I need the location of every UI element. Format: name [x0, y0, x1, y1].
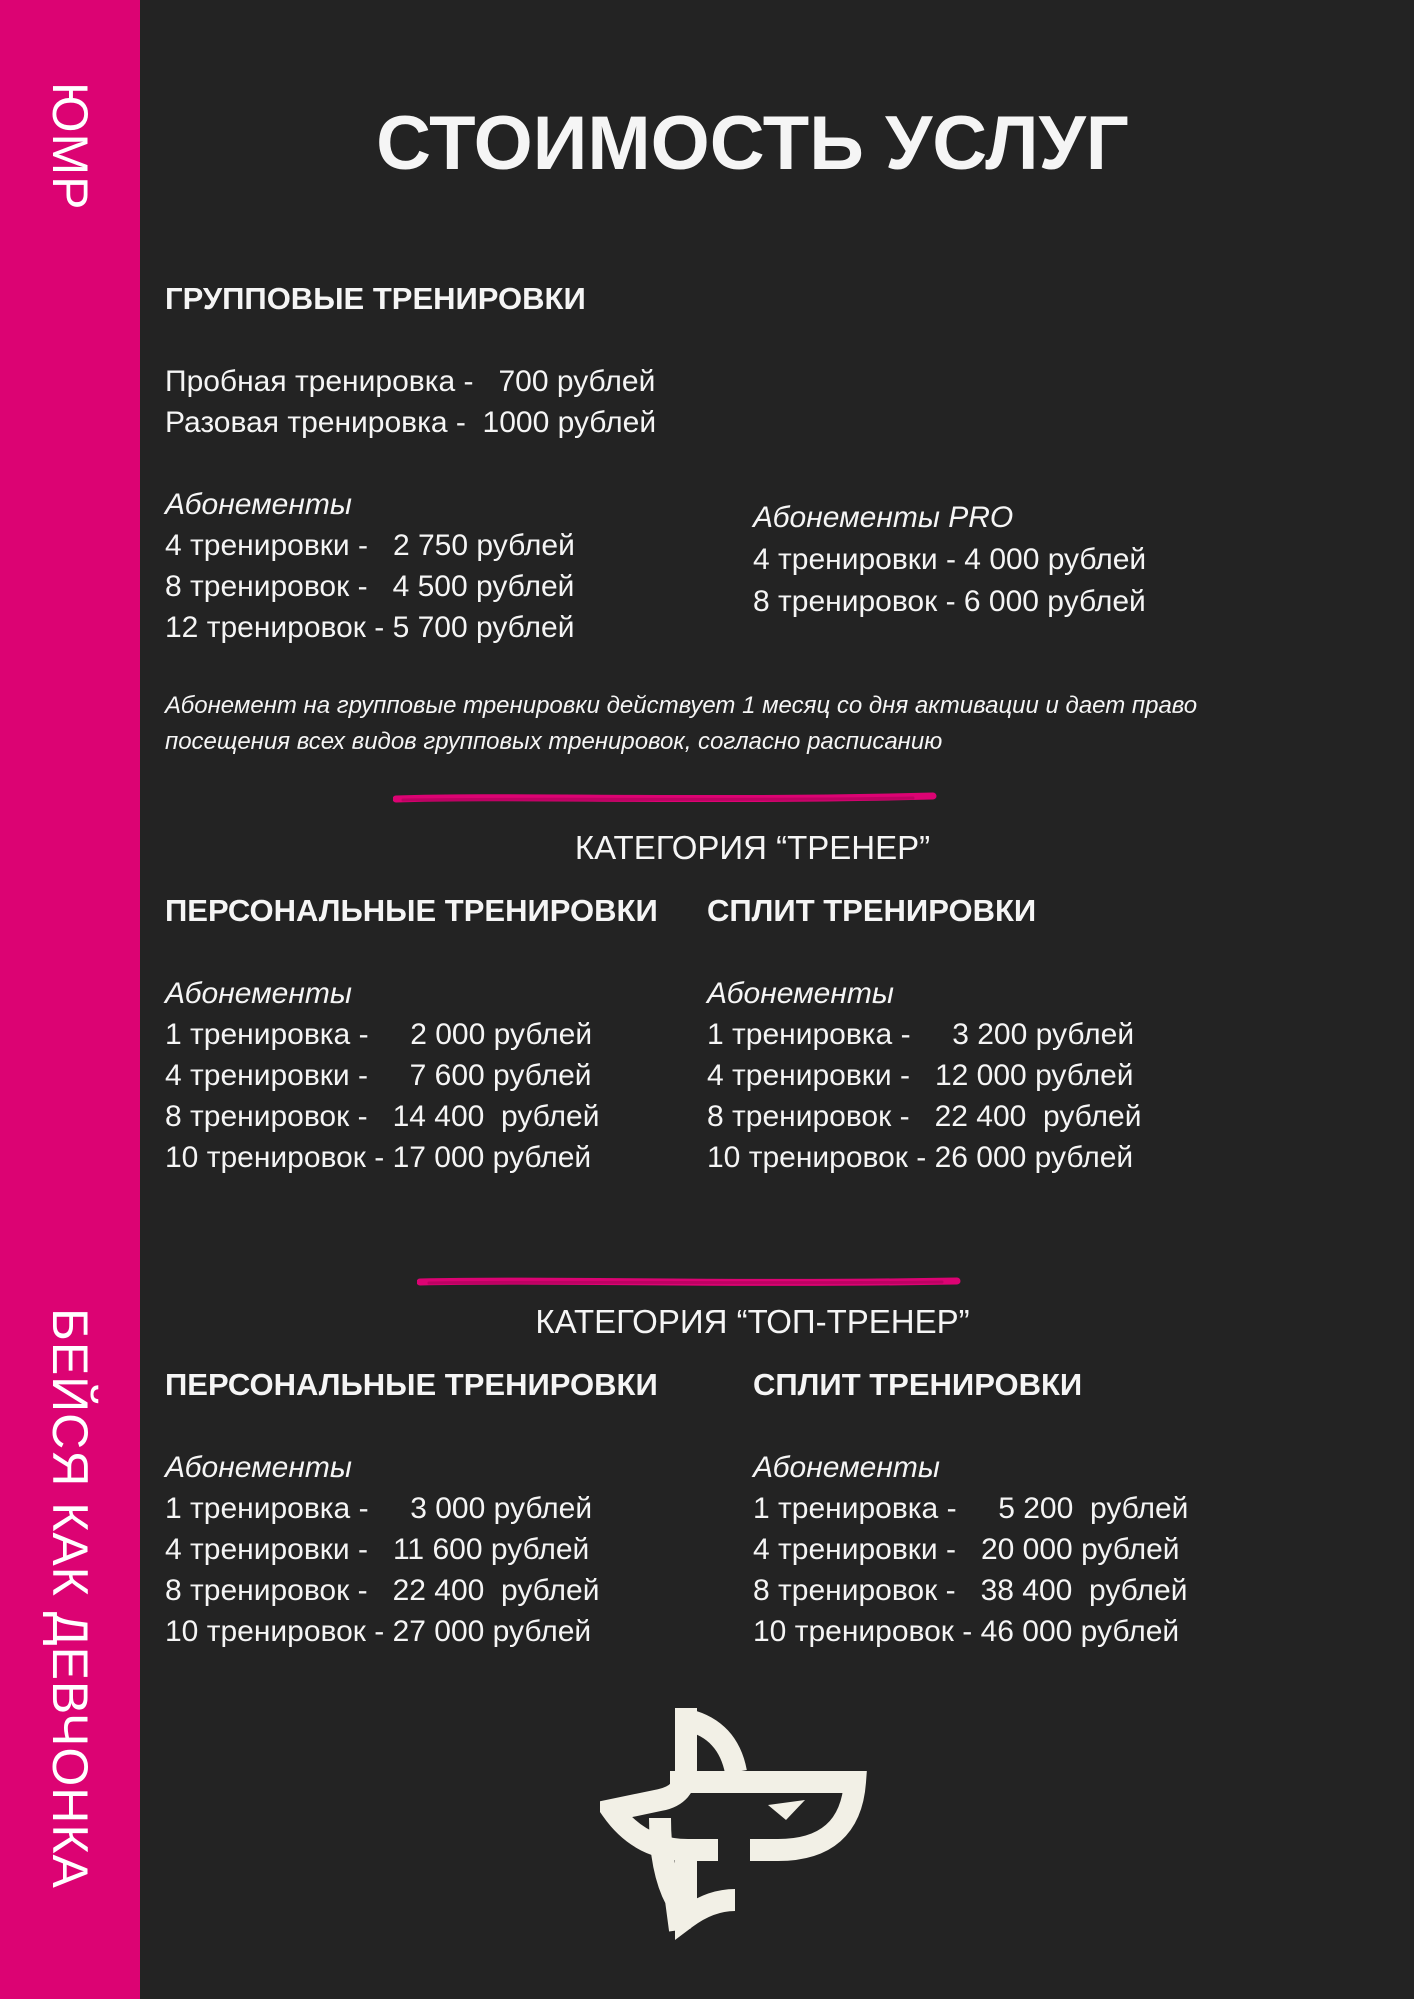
- split-price: 10 тренировок - 46 000 рублей: [753, 1615, 1180, 1648]
- personal-price: 10 тренировок - 27 000 рублей: [165, 1615, 592, 1648]
- pro-sub-price: 8 тренировок - 6 000 рублей: [753, 585, 1146, 618]
- sidebar-slogan: БЕЙСЯ КАК ДЕВЧОНКА: [42, 1308, 98, 1889]
- personal-price: 10 тренировок - 17 000 рублей: [165, 1141, 592, 1174]
- personal-price: 4 тренировки - 11 600 рублей: [165, 1533, 590, 1566]
- subscriptions-label: Абонементы: [165, 977, 352, 1010]
- brush-divider: [417, 1274, 962, 1290]
- split-price: 1 тренировка - 3 200 рублей: [707, 1018, 1135, 1051]
- subscriptions-label: Абонементы: [707, 977, 894, 1010]
- split-price: 8 тренировок - 38 400 рублей: [753, 1574, 1188, 1607]
- subscriptions-label: Абонементы: [753, 1451, 940, 1484]
- group-subscription-note: Абонемент на групповые тренировки действует 1 месяц со дня активации и дает право посещения всех видов групповых тренировок, согласно расписанию: [165, 692, 1198, 755]
- price-list: [165, 0, 1390, 1999]
- stylized-fish-logo-icon: [600, 1700, 870, 1945]
- personal-trainings-heading: ПЕРСОНАЛЬНЫЕ ТРЕНИРОВКИ: [165, 1367, 658, 1402]
- personal-price: 4 тренировки - 7 600 рублей: [165, 1059, 592, 1092]
- category-trainer-title: КАТЕГОРИЯ “ТРЕНЕР”: [574, 829, 931, 866]
- split-trainings-heading: СПЛИТ ТРЕНИРОВКИ: [753, 1367, 1083, 1402]
- page-title: СТОИМОСТЬ УСЛУГ: [376, 101, 1129, 186]
- personal-price: 8 тренировок - 22 400 рублей: [165, 1574, 600, 1607]
- group-trainings-heading: ГРУППОВЫЕ ТРЕНИРОВКИ: [165, 281, 586, 316]
- split-trainings-heading: СПЛИТ ТРЕНИРОВКИ: [707, 893, 1037, 928]
- pro-sub-price: 4 тренировки - 4 000 рублей: [753, 543, 1147, 576]
- single-training-price: Разовая тренировка - 1000 рублей: [165, 406, 657, 439]
- subscriptions-label: Абонементы: [165, 1451, 352, 1484]
- group-sub-price: 12 тренировок - 5 700 рублей: [165, 611, 575, 644]
- personal-trainings-heading: ПЕРСОНАЛЬНЫЕ ТРЕНИРОВКИ: [165, 893, 658, 928]
- personal-price: 1 тренировка - 3 000 рублей: [165, 1492, 593, 1525]
- sidebar: [0, 0, 140, 1999]
- pro-subscriptions-label: Абонементы PRO: [753, 501, 1014, 534]
- category-top-trainer-title: КАТЕГОРИЯ “ТОП-ТРЕНЕР”: [535, 1303, 970, 1340]
- subscriptions-label: Абонементы: [165, 488, 352, 521]
- split-price: 4 тренировки - 12 000 рублей: [707, 1059, 1134, 1092]
- sidebar-brand-label: ЮМР: [42, 82, 98, 211]
- group-sub-price: 4 тренировки - 2 750 рублей: [165, 529, 575, 562]
- personal-price: 8 тренировок - 14 400 рублей: [165, 1100, 600, 1133]
- trial-training-price: Пробная тренировка - 700 рублей: [165, 365, 656, 398]
- group-sub-price: 8 тренировок - 4 500 рублей: [165, 570, 575, 603]
- split-price: 4 тренировки - 20 000 рублей: [753, 1533, 1180, 1566]
- split-price: 1 тренировка - 5 200 рублей: [753, 1492, 1189, 1525]
- split-price: 8 тренировок - 22 400 рублей: [707, 1100, 1142, 1133]
- personal-price: 1 тренировка - 2 000 рублей: [165, 1018, 593, 1051]
- brush-divider: [393, 790, 938, 806]
- split-price: 10 тренировок - 26 000 рублей: [707, 1141, 1134, 1174]
